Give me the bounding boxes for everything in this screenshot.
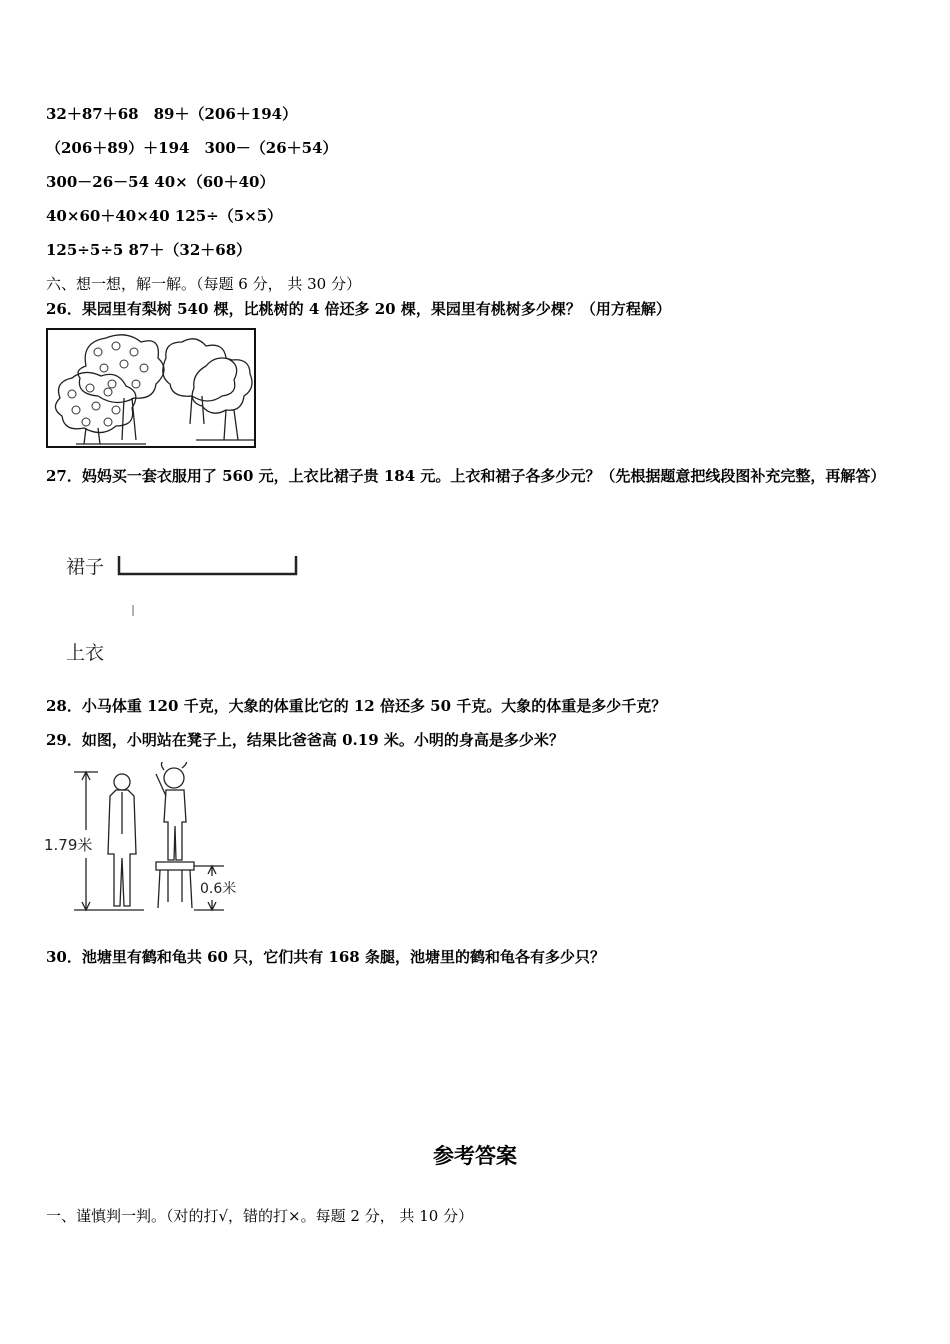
section-6-heading: 六、想一想，解一解。（每题 6 分， 共 30 分） <box>46 275 361 293</box>
question-26: 26．果园里有梨树 540 棵，比桃树的 4 倍还多 20 棵，果园里有桃树多少棵？（用方程解） <box>46 300 671 318</box>
question-29: 29．如图，小明站在凳子上，结果比爸爸高 0.19 米。小明的身高是多少米？ <box>46 731 564 749</box>
question-27: 27．妈妈买一套衣服用了 560 元，上衣比裙子贵 184 元。上衣和裙子各多少元？（先根据题意把线段图补充完整，再解答） <box>46 467 886 485</box>
orchard-illustration <box>46 328 258 450</box>
question-28: 28．小马体重 120 千克，大象的体重比它的 12 倍还多 50 千克。大象的体重是多少千克？ <box>46 697 667 715</box>
dad-height-label: 1.79米 <box>44 836 93 854</box>
calc-line-4: 40×60＋40×40 125÷（5×5） <box>46 207 283 225</box>
skirt-segment <box>116 554 302 578</box>
calc-line-1: 32＋87＋68 89＋（206＋194） <box>46 105 298 123</box>
top-segment-tick <box>130 604 138 618</box>
stool-height-label: 0.6米 <box>200 878 236 898</box>
question-30: 30．池塘里有鹤和龟共 60 只，它们共有 168 条腿，池塘里的鹤和龟各有多少只？ <box>46 948 605 966</box>
skirt-label: 裙子 <box>66 556 105 578</box>
calc-line-2: （206＋89）＋194 300－（26＋54） <box>46 139 338 157</box>
top-label: 上衣 <box>66 642 105 664</box>
answer-title: 参考答案 <box>433 1143 517 1168</box>
calc-line-3: 300－26－54 40×（60＋40） <box>46 173 275 191</box>
section-1-heading: 一、谨慎判一判。（对的打√，错的打×。每题 2 分， 共 10 分） <box>46 1207 474 1225</box>
calc-line-5: 125÷5÷5 87＋（32＋68） <box>46 241 252 259</box>
height-figure <box>44 762 254 918</box>
